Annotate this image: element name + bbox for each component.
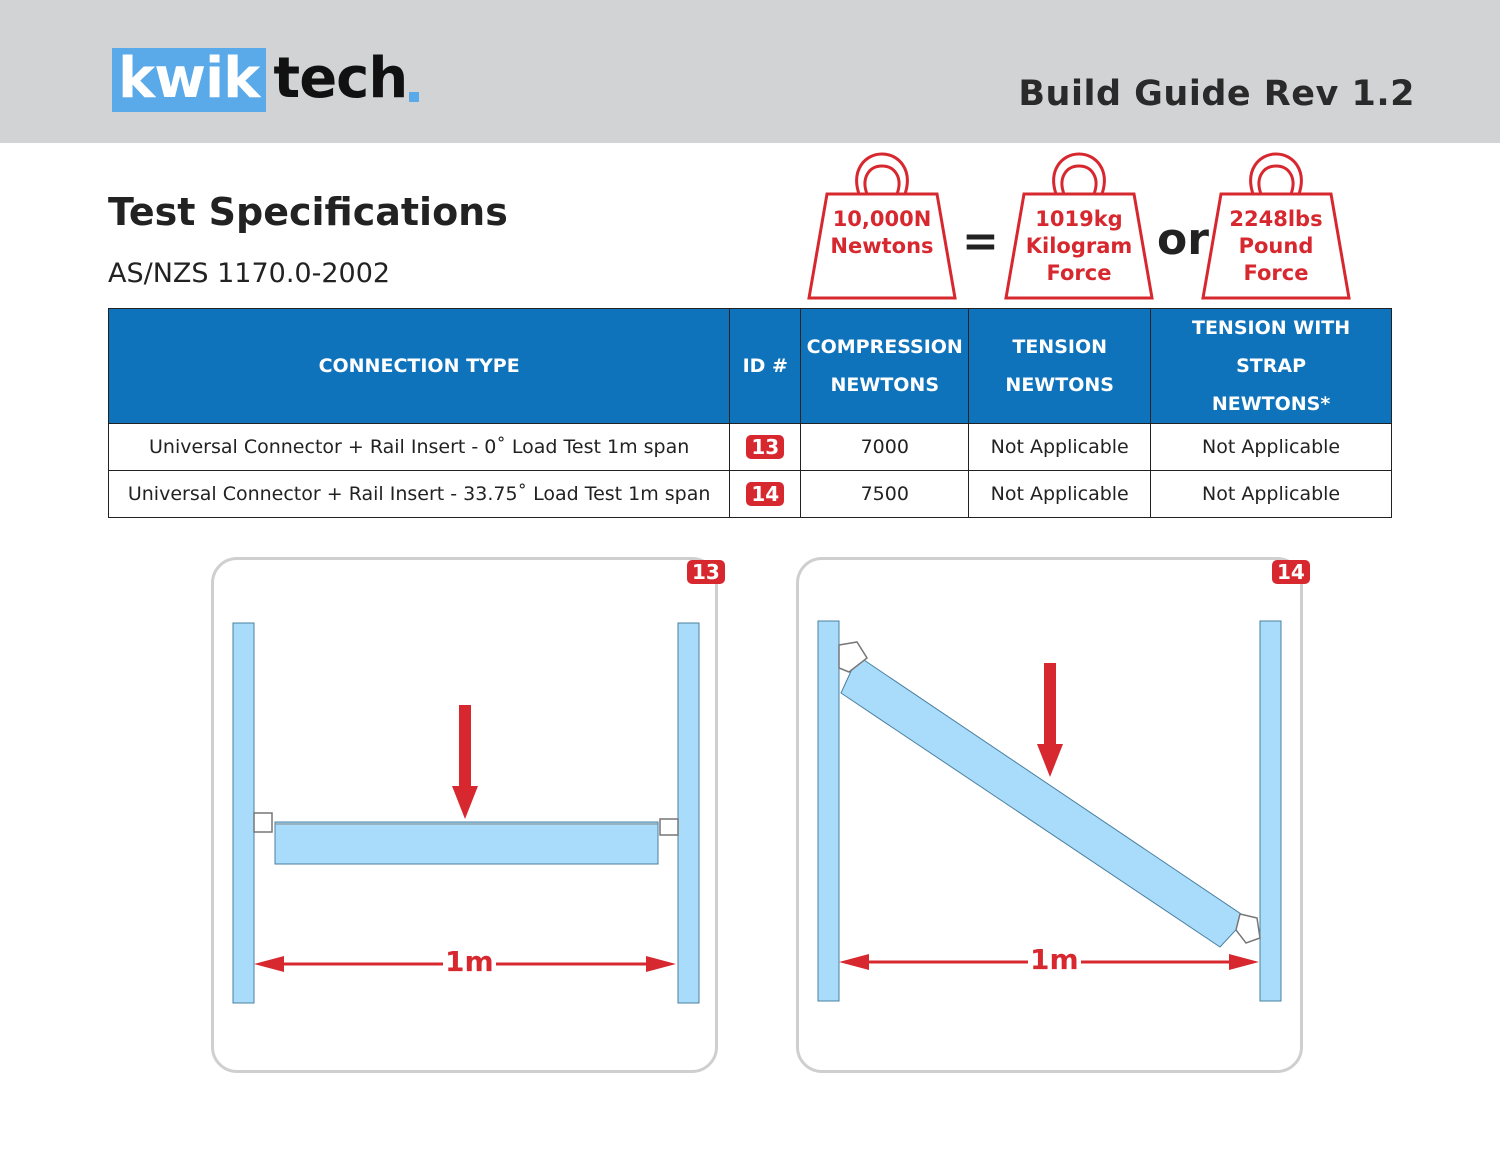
header-compression-line1: COMPRESSION — [806, 336, 963, 358]
weight-kilogram — [1004, 152, 1154, 300]
weight-value: 2248lbs — [1229, 207, 1323, 231]
header-compression — [801, 309, 969, 424]
header-tension-line1: TENSION — [1012, 336, 1108, 358]
kwiktech-logo — [112, 48, 419, 112]
page-header — [0, 0, 1500, 143]
id-badge: 14 — [746, 482, 784, 506]
weight-pound — [1201, 152, 1351, 300]
diagram-panel-14 — [796, 557, 1303, 1073]
header-connection-type: CONNECTION TYPE — [109, 309, 730, 424]
span-label: 1m — [1030, 943, 1079, 976]
header-id: ID # — [730, 309, 801, 424]
diagram-panel-13 — [211, 557, 718, 1073]
header-tension-strap-line1: TENSION WITH STRAP — [1191, 317, 1351, 377]
weight-unit: Kilogram — [1025, 234, 1133, 258]
or-text: or — [1157, 214, 1209, 265]
test-spec-table — [108, 308, 1392, 518]
span-label: 1m — [445, 945, 494, 978]
page-title: Test Specifications — [108, 190, 508, 234]
diagram-id-badge: 13 — [687, 560, 725, 584]
load-test-diagram-33deg — [799, 560, 1300, 1070]
header-tension-strap-line2: NEWTONS* — [1211, 393, 1331, 415]
weight-newtons — [807, 152, 957, 300]
header-tension-line2: NEWTONS — [1005, 374, 1114, 396]
weight-unit: Pound — [1238, 234, 1314, 258]
cell-compression: 7500 — [801, 471, 969, 518]
logo-part-kwik: kwik — [112, 48, 266, 112]
table-header-row — [109, 309, 1392, 424]
table-row — [109, 424, 1392, 471]
header-tension — [969, 309, 1151, 424]
cell-connection: Universal Connector + Rail Insert - 33.75˚ Load Test 1m span — [109, 471, 730, 518]
cell-tension: Not Applicable — [969, 424, 1151, 471]
cell-tension-strap: Not Applicable — [1151, 424, 1392, 471]
weight-unit: Newtons — [830, 234, 934, 258]
weight-label — [807, 206, 957, 260]
weight-label — [1201, 206, 1351, 287]
id-badge: 13 — [746, 435, 784, 459]
load-test-diagram-0deg — [214, 560, 715, 1070]
logo-dot — [409, 92, 419, 102]
weight-value: 1019kg — [1035, 207, 1123, 231]
cell-tension-strap: Not Applicable — [1151, 471, 1392, 518]
cell-compression: 7000 — [801, 424, 969, 471]
cell-id — [730, 424, 801, 471]
standard-reference: AS/NZS 1170.0-2002 — [108, 258, 391, 289]
cell-id — [730, 471, 801, 518]
cell-connection: Universal Connector + Rail Insert - 0˚ Load Test 1m span — [109, 424, 730, 471]
weight-value: 10,000N — [832, 207, 932, 231]
logo-part-tech: tech — [273, 46, 408, 111]
weight-label — [1004, 206, 1154, 287]
header-compression-line2: NEWTONS — [830, 374, 940, 396]
table-row — [109, 471, 1392, 518]
equals-sign: = — [962, 216, 999, 267]
weight-unit-suffix: Force — [1046, 261, 1112, 285]
weight-unit-suffix: Force — [1243, 261, 1309, 285]
header-tension-strap — [1151, 309, 1392, 424]
diagram-id-badge: 14 — [1272, 560, 1310, 584]
cell-tension: Not Applicable — [969, 471, 1151, 518]
document-revision: Build Guide Rev 1.2 — [1018, 74, 1415, 114]
